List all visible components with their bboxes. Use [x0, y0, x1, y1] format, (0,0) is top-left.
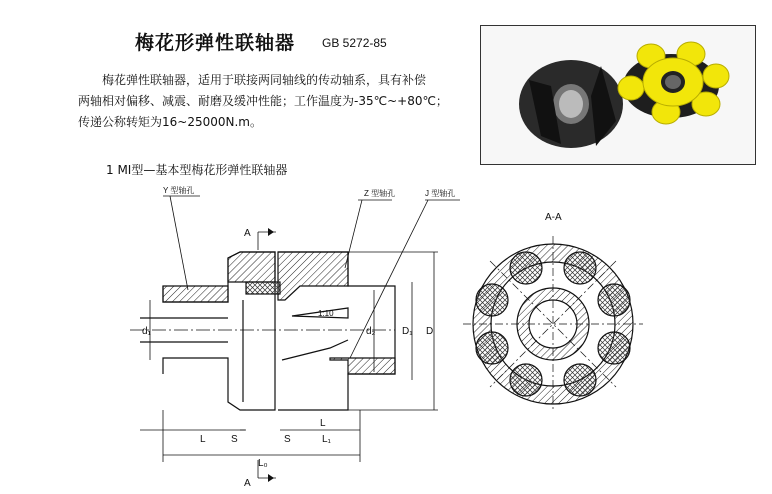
y-hole-label: Y 型轴孔 — [163, 186, 195, 195]
section-marker-bottom: A — [244, 478, 251, 489]
dim-S-right: S — [284, 434, 291, 445]
z-hole-label: Z 型轴孔 — [364, 189, 396, 198]
description-line: 两轴相对偏移、减震、耐磨及缓冲性能；工作温度为-35℃~+80℃； — [78, 94, 448, 108]
dim-D1: D₁ — [402, 326, 413, 337]
j-hole-label: J 型轴孔 — [425, 189, 456, 198]
section-marker-top: A — [244, 228, 251, 239]
taper-label: 1:10 — [318, 309, 334, 318]
dim-L-left: L — [200, 434, 206, 445]
section-heading: 1 MI型—基本型梅花形弹性联轴器 — [106, 163, 288, 177]
section-view-a-a — [463, 212, 643, 412]
side-view — [130, 252, 395, 410]
dim-L0: L₀ — [258, 458, 268, 469]
dim-S-left: S — [231, 434, 238, 445]
dim-d2: d₂ — [366, 326, 376, 337]
dim-L1: L₁ — [322, 434, 331, 445]
description-line: 传递公称转矩为16~25000N.m。 — [78, 115, 262, 129]
dim-d1: d₁ — [142, 326, 151, 337]
standard-number: GB 5272-85 — [322, 36, 387, 50]
dim-L-right: L — [320, 418, 326, 429]
description-line: 梅花弹性联轴器，适用于联接两同轴线的传动轴系，具有补偿 — [102, 73, 427, 87]
section-view-label: A-A — [545, 212, 562, 223]
dim-D: D — [426, 326, 434, 337]
page-title: 梅花形弹性联轴器 — [135, 32, 296, 54]
